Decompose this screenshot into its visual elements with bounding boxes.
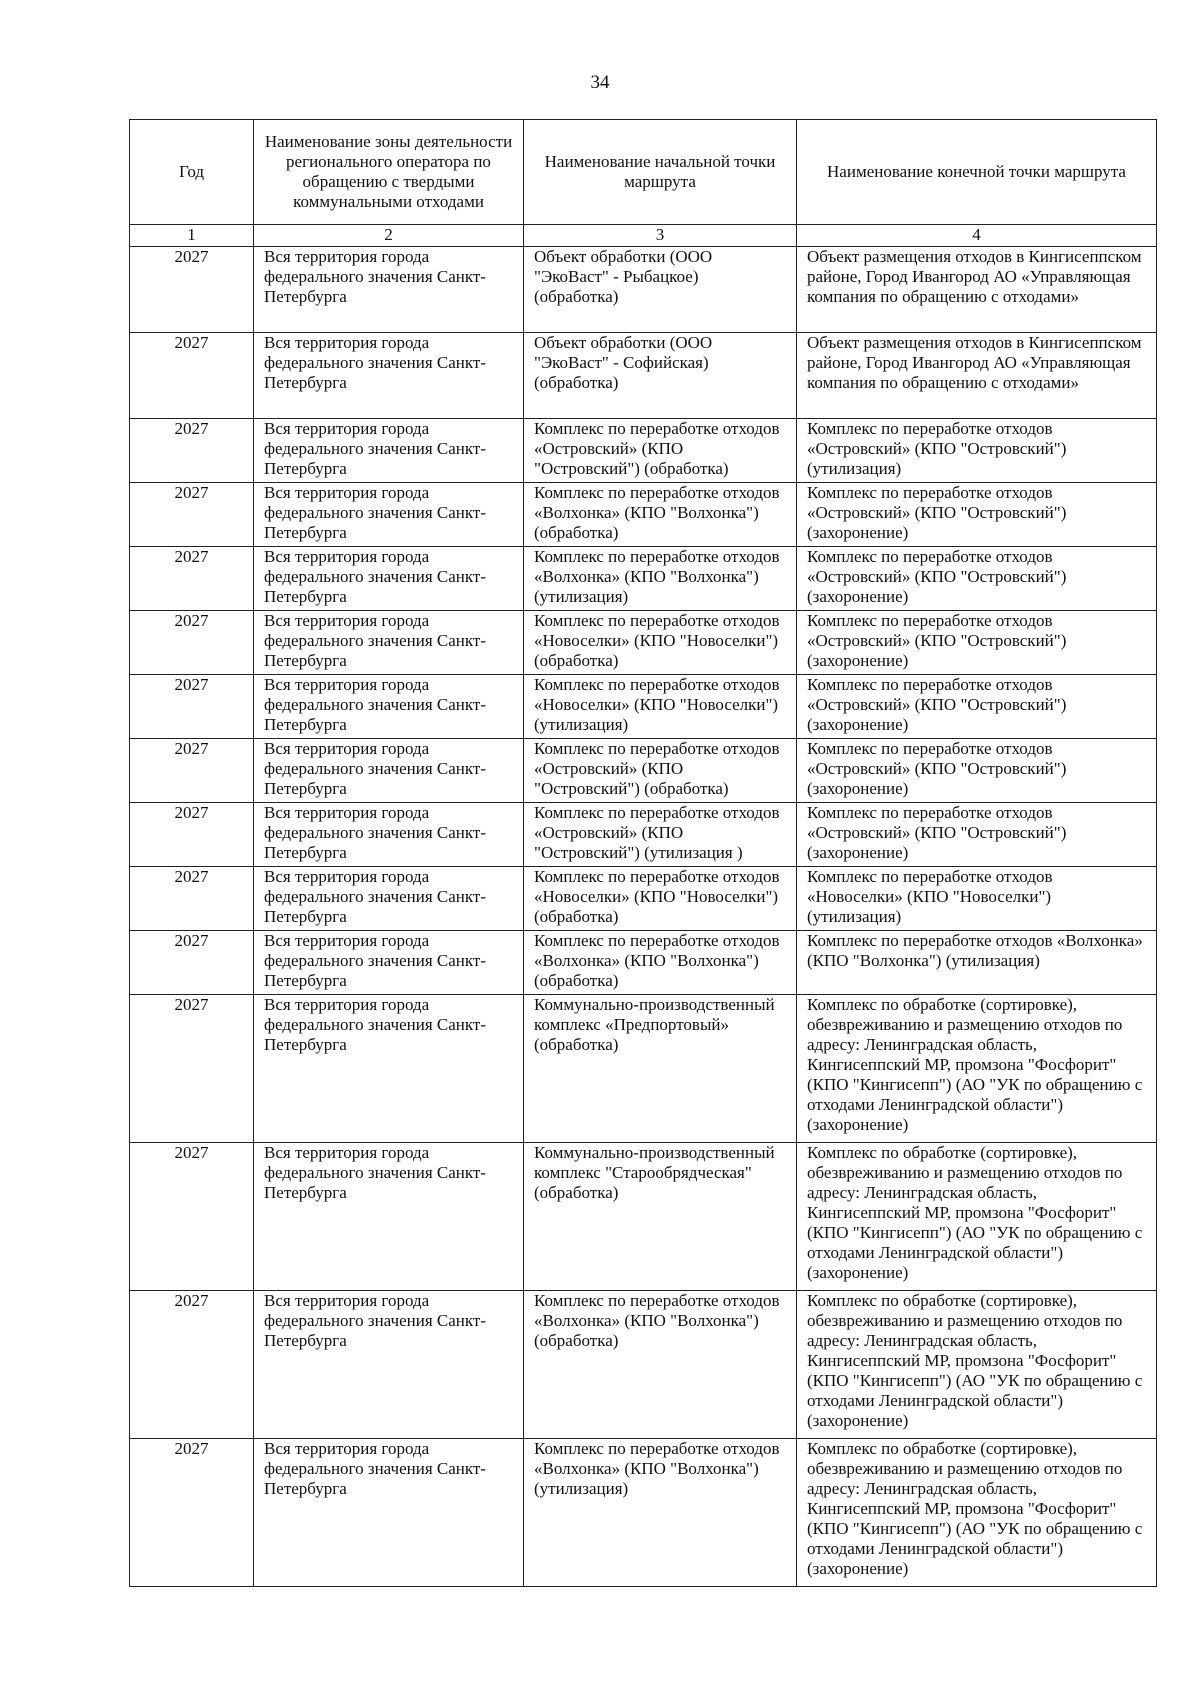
page-number: 34 xyxy=(590,72,610,93)
table-row xyxy=(130,547,1157,611)
cell-end-point: Объект размещения отходов в Кингисеппском районе, Город Ивангород АО «Управляющая компания по обращению с отходами» xyxy=(797,247,1157,333)
cell-start-point: Комплекс по переработке отходов «Волхонка» (КПО "Волхонка") (обработка) xyxy=(524,931,797,995)
cell-end-point: Комплекс по обработке (сортировке), обезвреживанию и размещению отходов по адресу: Ленинградская область, Кингисеппский МР, промзона "Фосфорит" (КПО "Кингисепп") (АО "УК по обращению с отходами Ленинградской области") (захоронение) xyxy=(797,995,1157,1143)
cell-start-point: Комплекс по переработке отходов «Островский» (КПО "Островский") (обработка) xyxy=(524,739,797,803)
cell-year: 2027 xyxy=(130,483,254,547)
cell-end-point: Комплекс по переработке отходов «Островский» (КПО "Островский") (захоронение) xyxy=(797,803,1157,867)
cell-start-point: Комплекс по переработке отходов «Волхонка» (КПО "Волхонка") (утилизация) xyxy=(524,547,797,611)
routes-table xyxy=(129,119,1157,1587)
cell-start-point: Коммунально-производственный комплекс "Старообрядческая" (обработка) xyxy=(524,1143,797,1291)
cell-end-point: Комплекс по обработке (сортировке), обезвреживанию и размещению отходов по адресу: Ленинградская область, Кингисеппский МР, промзона "Фосфорит" (КПО "Кингисепп") (АО "УК по обращению с отходами Ленинградской области") (захоронение) xyxy=(797,1291,1157,1439)
cell-zone: Вся территория города федерального значения Санкт-Петербурга xyxy=(254,995,524,1143)
table-row xyxy=(130,1291,1157,1439)
cell-year: 2027 xyxy=(130,419,254,483)
cell-year: 2027 xyxy=(130,1143,254,1291)
cell-end-point: Комплекс по переработке отходов «Островский» (КПО "Островский") (захоронение) xyxy=(797,611,1157,675)
table-row xyxy=(130,931,1157,995)
column-number: 3 xyxy=(524,225,797,247)
cell-zone: Вся территория города федерального значения Санкт-Петербурга xyxy=(254,931,524,995)
table-row xyxy=(130,1439,1157,1587)
cell-year: 2027 xyxy=(130,931,254,995)
cell-start-point: Комплекс по переработке отходов «Новоселки» (КПО "Новоселки") (утилизация) xyxy=(524,675,797,739)
cell-zone: Вся территория города федерального значения Санкт-Петербурга xyxy=(254,1291,524,1439)
cell-end-point: Комплекс по обработке (сортировке), обезвреживанию и размещению отходов по адресу: Ленинградская область, Кингисеппский МР, промзона "Фосфорит" (КПО "Кингисепп") (АО "УК по обращению с отходами Ленинградской области") (захоронение) xyxy=(797,1439,1157,1587)
table-row xyxy=(130,483,1157,547)
cell-zone: Вся территория города федерального значения Санкт-Петербурга xyxy=(254,419,524,483)
cell-end-point: Комплекс по переработке отходов «Островский» (КПО "Островский") (захоронение) xyxy=(797,675,1157,739)
table-row xyxy=(130,419,1157,483)
column-number: 2 xyxy=(254,225,524,247)
cell-start-point: Комплекс по переработке отходов «Островский» (КПО "Островский") (утилизация ) xyxy=(524,803,797,867)
table-row xyxy=(130,1143,1157,1291)
table-row xyxy=(130,333,1157,419)
cell-zone: Вся территория города федерального значения Санкт-Петербурга xyxy=(254,247,524,333)
cell-zone: Вся территория города федерального значения Санкт-Петербурга xyxy=(254,333,524,419)
cell-zone: Вся территория города федерального значения Санкт-Петербурга xyxy=(254,1439,524,1587)
cell-zone: Вся территория города федерального значения Санкт-Петербурга xyxy=(254,867,524,931)
cell-zone: Вся территория города федерального значения Санкт-Петербурга xyxy=(254,1143,524,1291)
cell-start-point: Комплекс по переработке отходов «Новоселки» (КПО "Новоселки") (обработка) xyxy=(524,611,797,675)
cell-year: 2027 xyxy=(130,675,254,739)
cell-end-point: Комплекс по обработке (сортировке), обезвреживанию и размещению отходов по адресу: Ленинградская область, Кингисеппский МР, промзона "Фосфорит" (КПО "Кингисепп") (АО "УК по обращению с отходами Ленинградской области") (захоронение) xyxy=(797,1143,1157,1291)
cell-start-point: Комплекс по переработке отходов «Новоселки» (КПО "Новоселки") (обработка) xyxy=(524,867,797,931)
cell-end-point: Комплекс по переработке отходов «Островский» (КПО "Островский") (захоронение) xyxy=(797,547,1157,611)
cell-start-point: Комплекс по переработке отходов «Волхонка» (КПО "Волхонка") (обработка) xyxy=(524,1291,797,1439)
table-row xyxy=(130,675,1157,739)
table-row xyxy=(130,803,1157,867)
column-number-row xyxy=(130,225,1157,247)
header-year: Год xyxy=(130,120,254,225)
cell-zone: Вся территория города федерального значения Санкт-Петербурга xyxy=(254,803,524,867)
cell-end-point: Комплекс по переработке отходов «Островский» (КПО "Островский") (захоронение) xyxy=(797,483,1157,547)
cell-zone: Вся территория города федерального значения Санкт-Петербурга xyxy=(254,483,524,547)
cell-start-point: Комплекс по переработке отходов «Волхонка» (КПО "Волхонка") (утилизация) xyxy=(524,1439,797,1587)
table-row xyxy=(130,867,1157,931)
table-row xyxy=(130,739,1157,803)
cell-year: 2027 xyxy=(130,611,254,675)
cell-year: 2027 xyxy=(130,803,254,867)
header-row xyxy=(130,120,1157,225)
cell-zone: Вся территория города федерального значения Санкт-Петербурга xyxy=(254,547,524,611)
cell-start-point: Объект обработки (ООО "ЭкоВаст" - Рыбацкое) (обработка) xyxy=(524,247,797,333)
cell-year: 2027 xyxy=(130,547,254,611)
cell-start-point: Коммунально-производственный комплекс «Предпортовый» (обработка) xyxy=(524,995,797,1143)
cell-year: 2027 xyxy=(130,1439,254,1587)
cell-end-point: Комплекс по переработке отходов «Волхонка» (КПО "Волхонка") (утилизация) xyxy=(797,931,1157,995)
header-end-point: Наименование конечной точки маршрута xyxy=(797,120,1157,225)
cell-year: 2027 xyxy=(130,333,254,419)
table-row xyxy=(130,995,1157,1143)
cell-zone: Вся территория города федерального значения Санкт-Петербурга xyxy=(254,675,524,739)
table-row xyxy=(130,247,1157,333)
cell-end-point: Комплекс по переработке отходов «Новоселки» (КПО "Новоселки") (утилизация) xyxy=(797,867,1157,931)
table-row xyxy=(130,611,1157,675)
cell-end-point: Комплекс по переработке отходов «Островский» (КПО "Островский") (утилизация) xyxy=(797,419,1157,483)
cell-year: 2027 xyxy=(130,739,254,803)
cell-year: 2027 xyxy=(130,995,254,1143)
cell-year: 2027 xyxy=(130,1291,254,1439)
column-number: 4 xyxy=(797,225,1157,247)
header-start-point: Наименование начальной точки маршрута xyxy=(524,120,797,225)
cell-start-point: Комплекс по переработке отходов «Волхонка» (КПО "Волхонка") (обработка) xyxy=(524,483,797,547)
cell-year: 2027 xyxy=(130,867,254,931)
column-number: 1 xyxy=(130,225,254,247)
cell-end-point: Комплекс по переработке отходов «Островский» (КПО "Островский") (захоронение) xyxy=(797,739,1157,803)
cell-year: 2027 xyxy=(130,247,254,333)
cell-zone: Вся территория города федерального значения Санкт-Петербурга xyxy=(254,611,524,675)
cell-start-point: Комплекс по переработке отходов «Островский» (КПО "Островский") (обработка) xyxy=(524,419,797,483)
cell-zone: Вся территория города федерального значения Санкт-Петербурга xyxy=(254,739,524,803)
header-zone: Наименование зоны деятельности регионального оператора по обращению с твердыми коммунальными отходами xyxy=(254,120,524,225)
cell-end-point: Объект размещения отходов в Кингисеппском районе, Город Ивангород АО «Управляющая компания по обращению с отходами» xyxy=(797,333,1157,419)
cell-start-point: Объект обработки (ООО "ЭкоВаст" - Софийская) (обработка) xyxy=(524,333,797,419)
